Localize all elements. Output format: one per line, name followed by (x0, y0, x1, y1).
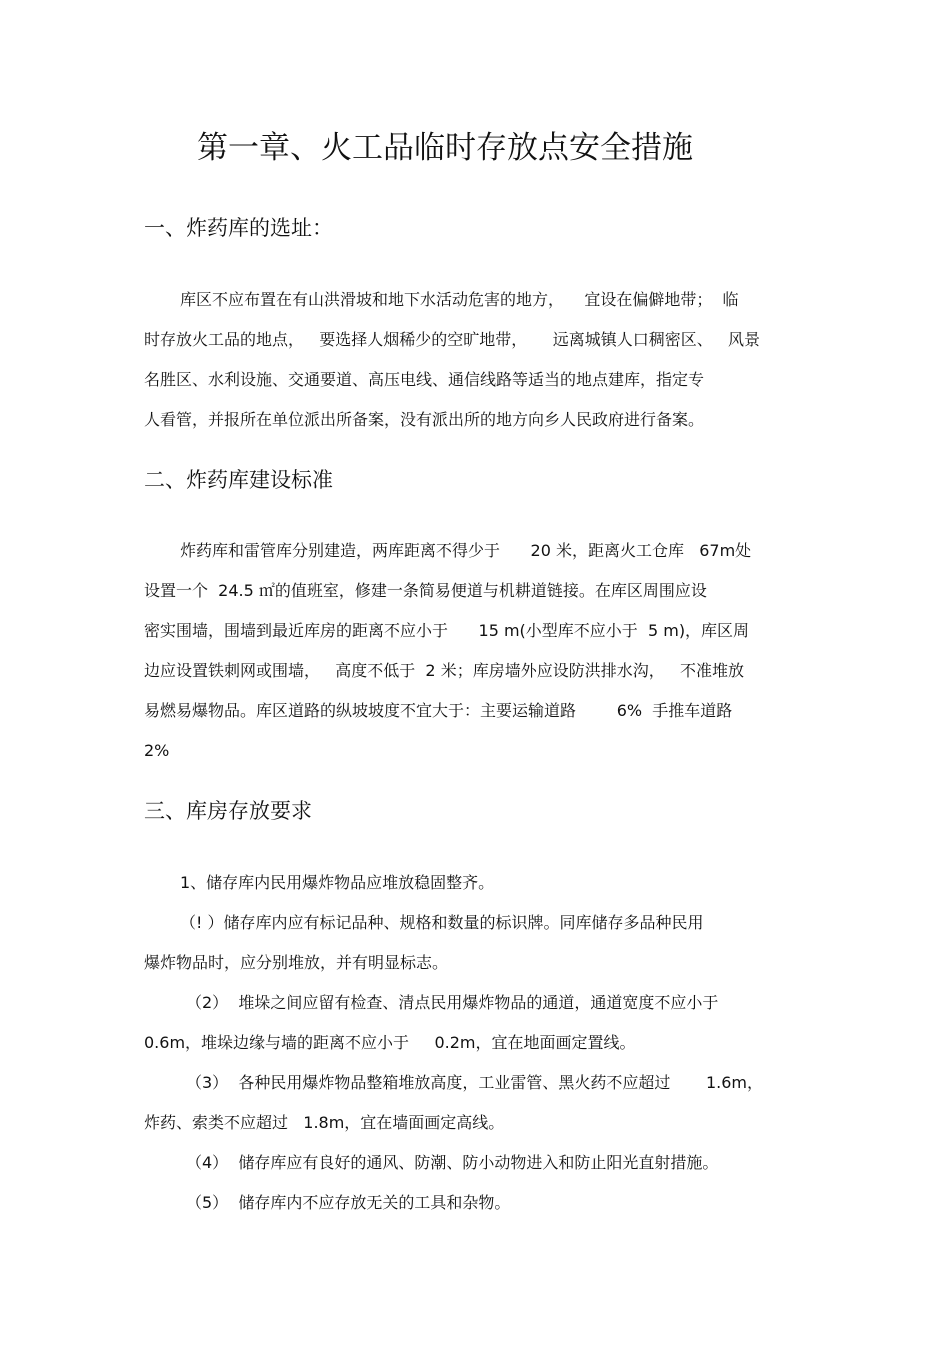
section-heading-site-selection: 一、炸药库的选址： (144, 216, 333, 240)
paragraph-line: 密实围墙，围墙到最近库房的距离不应小于 15 m(小型库不应小于 5 m)，库区周 (144, 621, 750, 640)
paragraph-line: （2） 堆垛之间应留有检查、清点民用爆炸物品的通道，通道宽度不应小于 (186, 993, 719, 1012)
paragraph-line: （! ）储存库内应有标记品种、规格和数量的标识牌。同库储存多品种民用 (180, 913, 704, 932)
paragraph-line: 易燃易爆物品。库区道路的纵坡坡度不宜大于：主要运输道路 6% 手推车道路 (144, 701, 733, 720)
section-heading-storage-requirements: 三、库房存放要求 (144, 799, 312, 823)
paragraph-line: 人看管，并报所在单位派出所备案，没有派出所的地方向乡人民政府进行备案。 (144, 410, 705, 429)
paragraph-line: 名胜区、水利设施、交通要道、高压电线、通信线路等适当的地点建库，指定专 (144, 370, 705, 389)
paragraph-line: （5） 储存库内不应存放无关的工具和杂物。 (186, 1193, 511, 1212)
paragraph-line: 库区不应布置在有山洪滑坡和地下水活动危害的地方， 宜设在偏僻地带； 临 (180, 290, 739, 309)
paragraph-line: 0.6m，堆垛边缘与墙的距离不应小于 0.2m，宜在地面画定置线。 (144, 1033, 636, 1052)
paragraph-line: 2% (144, 741, 170, 760)
paragraph-line: 炸药、索类不应超过 1.8m，宜在墙面画定高线。 (144, 1113, 505, 1132)
paragraph-line: （4） 储存库应有良好的通风、防潮、防小动物进入和防止阳光直射措施。 (186, 1153, 719, 1172)
paragraph-line: 1、储存库内民用爆炸物品应堆放稳固整齐。 (180, 873, 495, 892)
paragraph-line: （3） 各种民用爆炸物品整箱堆放高度，工业雷管、黑火药不应超过 1.6m， (186, 1073, 763, 1092)
paragraph-line: 炸药库和雷管库分别建造，两库距离不得少于 20 米，距离火工仓库 67m处 (180, 541, 752, 560)
paragraph-line: 爆炸物品时，应分别堆放，并有明显标志。 (144, 953, 449, 972)
paragraph-line: 时存放火工品的地点， 要选择人烟稀少的空旷地带， 远离城镇人口稠密区、 风景 (144, 330, 760, 349)
document-title: 第一章、火工品临时存放点安全措施 (197, 130, 693, 166)
section-heading-construction-standard: 二、炸药库建设标准 (144, 468, 333, 492)
paragraph-line: 设置一个 24.5 ㎡的值班室，修建一条简易便道与机耕道链接。在库区周围应设 (144, 581, 707, 600)
paragraph-line: 边应设置铁刺网或围墙， 高度不低于 2 米；库房墙外应设防洪排水沟， 不准堆放 (144, 661, 744, 680)
